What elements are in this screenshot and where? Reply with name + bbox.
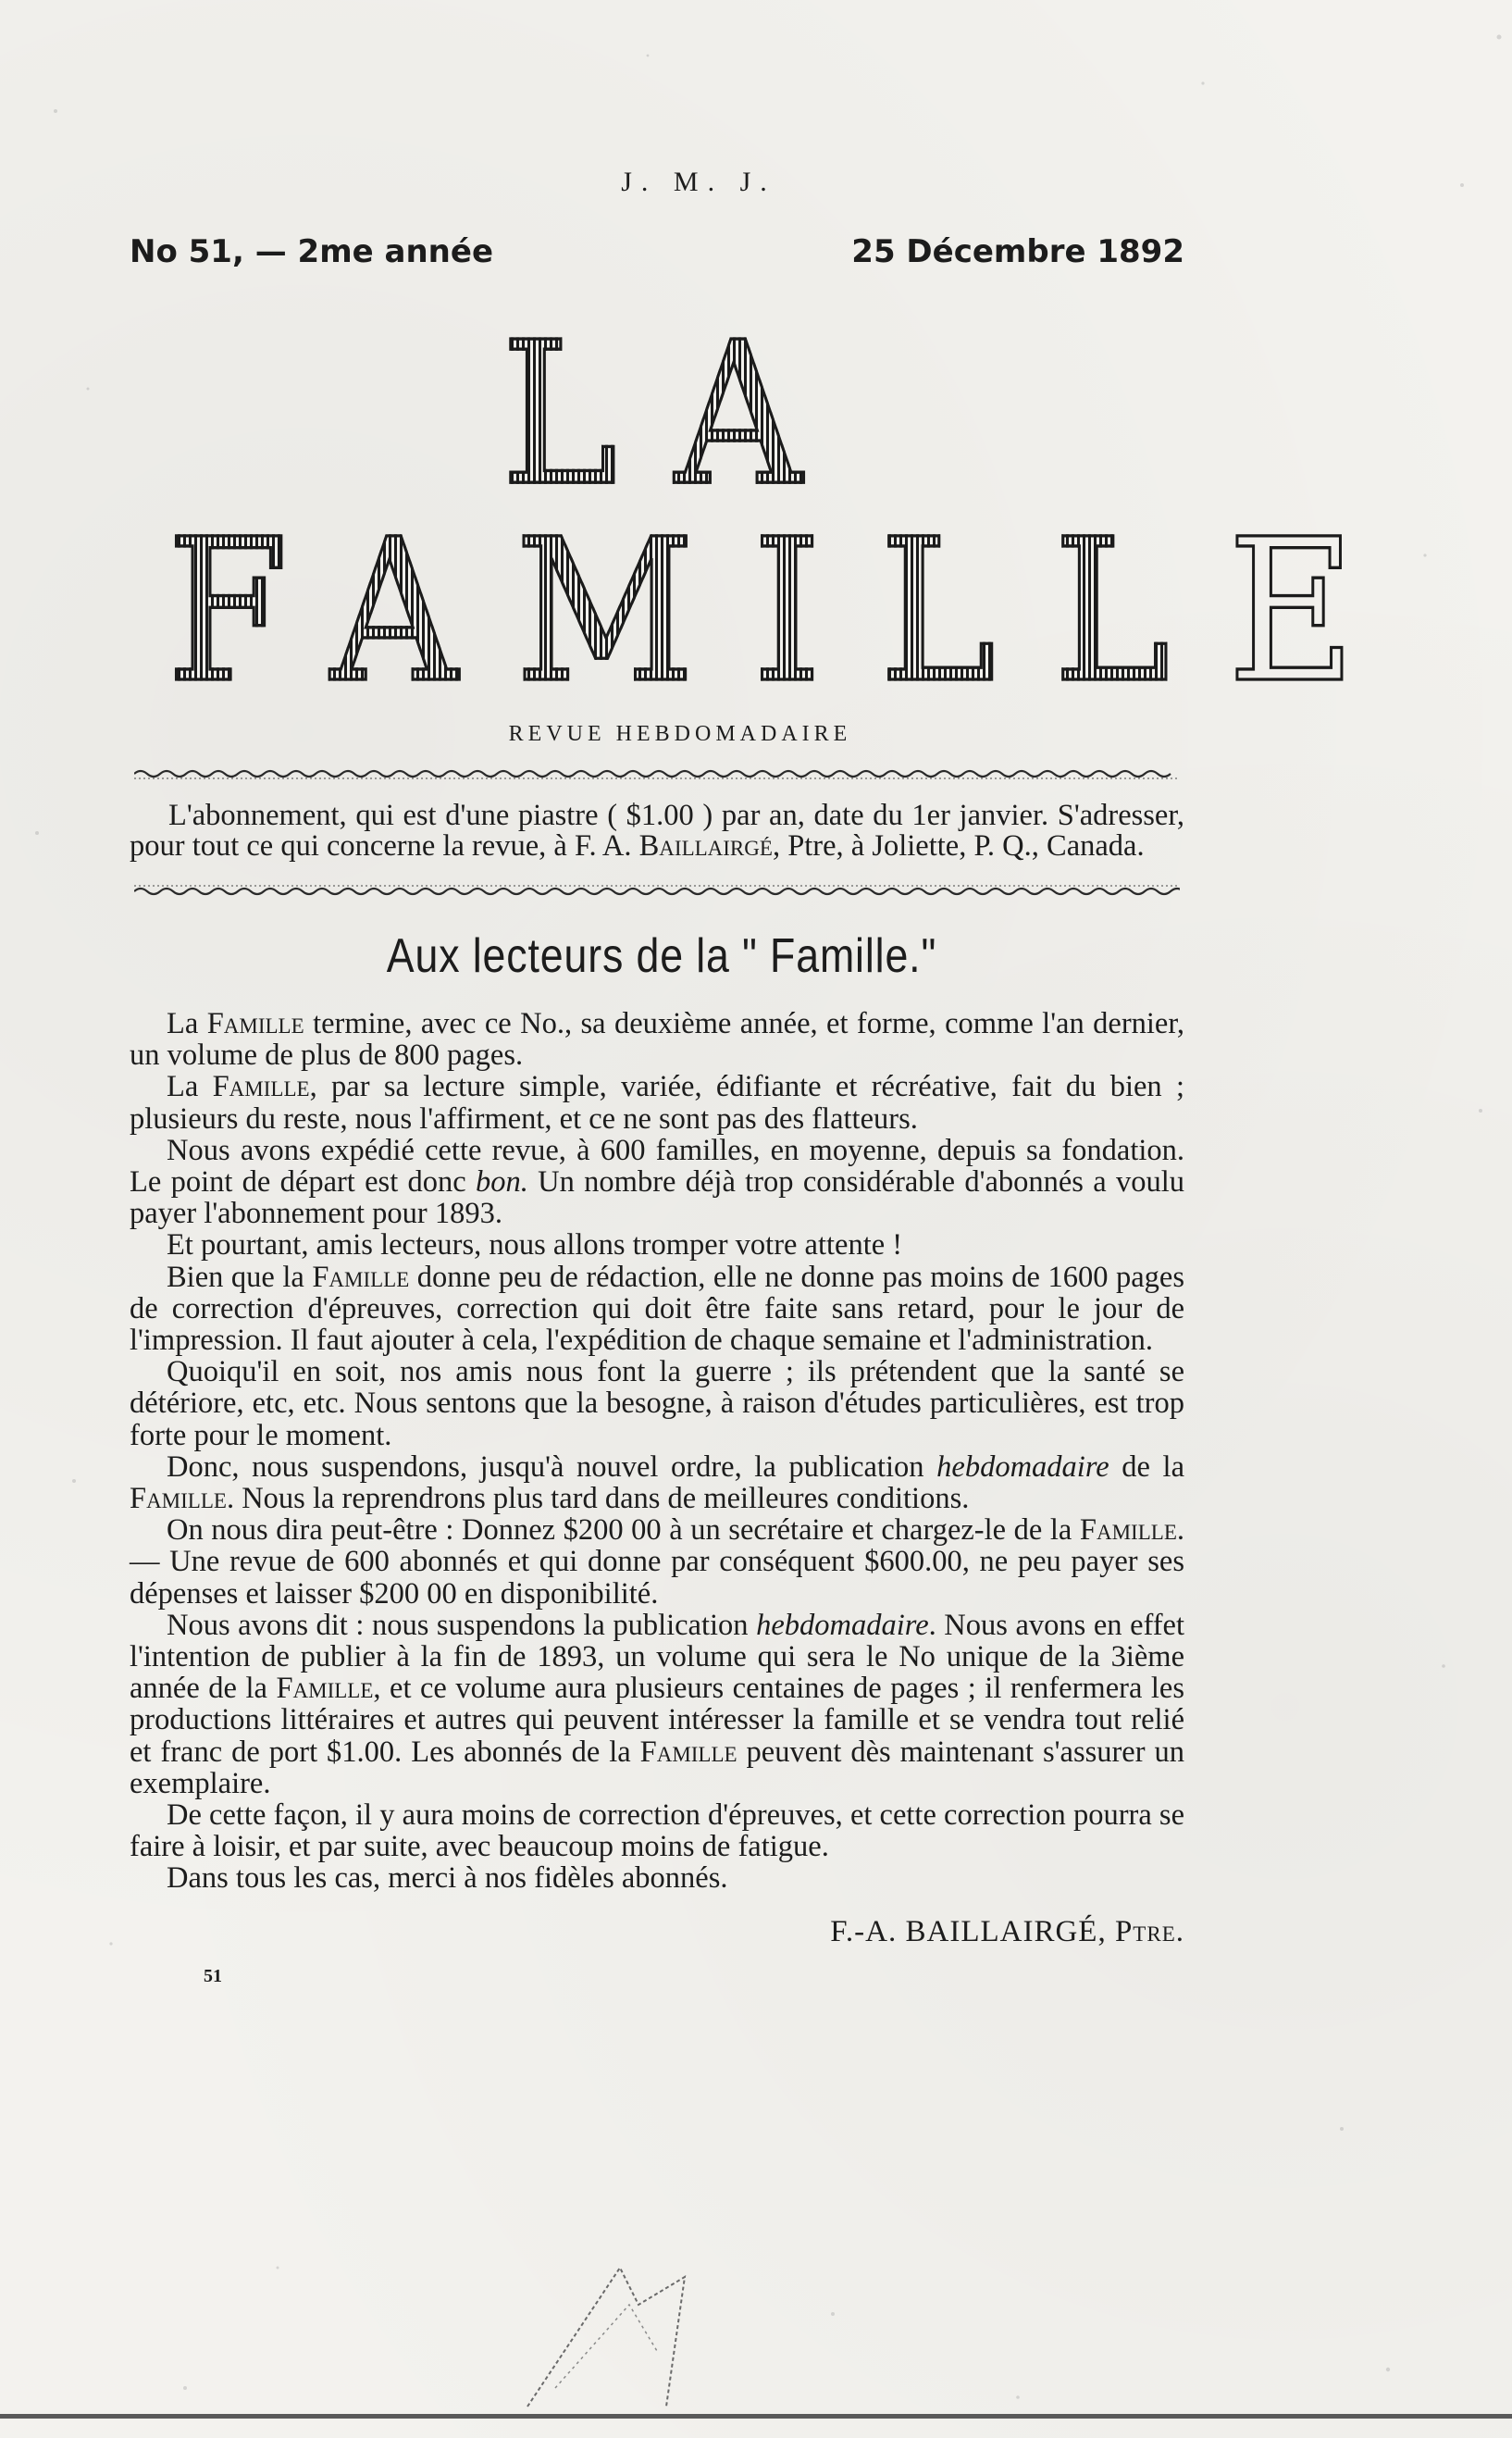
article-body: [130, 1008, 1184, 1895]
notice-text-start: L'abonnement, qui est d'une piastre ( $1.00 ) par an, date du 1er janvier. S'adresser, pour tout ce qui concerne la revue, à: [130, 799, 1184, 863]
wavy-divider-2: [134, 884, 1180, 897]
text-run: . — Une revue de 600 abonnés et qui donne par conséquent $600.00, ne peu payer ses dépenses et laisser $200 00 en disponibilité.: [130, 1513, 1184, 1611]
issue-line: [130, 233, 1184, 270]
text-run-italic: bon.: [476, 1165, 528, 1200]
issue-date: 25 Décembre 1892: [851, 233, 1184, 270]
text-run: Nous avons expédié cette revue, à 600 familles, en moyenne, depuis sa fondation. Le point de départ est donc: [130, 1133, 1184, 1200]
text-run-italic: hebdomadaire: [756, 1608, 929, 1642]
text-run: La: [167, 1070, 213, 1104]
text-run: La: [167, 1007, 207, 1040]
text-run-italic: hebdomadaire: [936, 1449, 1109, 1484]
text-run: , et ce volume aura plusieurs centaines de pages ; il renfermera les productions littéraires et autres qui peuvent intéresser la famille et se vendra tout relié et franc de port $1.00. Les abonnés de la: [130, 1672, 1184, 1769]
wavy-divider: [134, 767, 1180, 780]
paragraph-9: [130, 1610, 1184, 1799]
text-run: peuvent dès maintenant s'assurer un exemplaire.: [130, 1735, 1185, 1800]
folio-number: 51: [204, 1965, 222, 1986]
text-run-smallcaps: Famille: [212, 1070, 310, 1104]
signature-name: F.-A. BAILLAIRGÉ,: [830, 1914, 1107, 1948]
text-run: Nous avons dit : nous suspendons la publication: [167, 1608, 757, 1642]
paragraph-8: [130, 1514, 1184, 1610]
subscription-notice: [130, 801, 1184, 862]
text-run: de la: [1109, 1449, 1184, 1484]
page-content: [130, 167, 1414, 1987]
masthead-title: LA FAMILLE: [167, 300, 1414, 727]
signature-title: Ptre.: [1106, 1914, 1184, 1948]
paragraph-10: De cette façon, il y aura moins de correction d'épreuves, et cette correction pourra se faire à loisir, et par suite, avec beaucoup moins de fatigue.: [130, 1798, 1184, 1864]
masthead-subtitle: REVUE HEBDOMADAIRE: [508, 722, 852, 746]
paragraph-7: [130, 1451, 1184, 1514]
text-run-smallcaps: Famille: [639, 1735, 737, 1769]
text-run-smallcaps: Famille: [206, 1007, 304, 1040]
ink-mark: [518, 2249, 740, 2416]
text-run: Un nombre déjà trop considérable d'abonnés a voulu payer l'abonnement pour 1893.: [130, 1165, 1184, 1231]
issue-number: No 51, — 2me année: [130, 233, 494, 270]
motto: J. M. J.: [621, 167, 776, 197]
paragraph-3: [130, 1135, 1184, 1230]
notice-editor: F. A. Baillairgé: [574, 829, 773, 863]
text-run-smallcaps: Famille: [276, 1672, 374, 1706]
text-run: . Nous la reprendrons plus tard dans de meilleures conditions.: [226, 1482, 970, 1516]
text-run: Bien que la: [167, 1260, 313, 1294]
text-run: , par sa lecture simple, variée, édifiante et récréative, fait du bien ; plusieurs du reste, nous l'affirment, et ce ne sont pas des flatteurs.: [130, 1070, 1184, 1136]
paragraph-4: Et pourtant, amis lecteurs, nous allons tromper votre attente !: [167, 1228, 903, 1263]
paragraph-1: [130, 1008, 1184, 1071]
paragraph-11: Dans tous les cas, merci à nos fidèles abonnés.: [167, 1861, 728, 1896]
text-run: termine, avec ce No., sa deuxième année, et forme, comme l'an dernier, un volume de plus de 800 pages.: [130, 1007, 1184, 1073]
paragraph-5: [130, 1262, 1184, 1357]
signature: [130, 1915, 1194, 1949]
text-run: Donc, nous suspendons, jusqu'à nouvel ordre, la publication: [167, 1449, 937, 1484]
paragraph-2: [130, 1071, 1184, 1134]
bottom-edge-rule: [0, 2414, 1512, 2419]
article-title: Aux lecteurs de la " Famille.": [386, 929, 937, 983]
text-run-smallcaps: Famille: [1079, 1513, 1177, 1548]
paragraph-6: Quoiqu'il en soit, nos amis nous font la guerre ; ils prétendent que la santé se détériore, etc, etc. Nous sentons que la besogne, à raison d'études particulières, est trop forte pour le moment.: [130, 1355, 1184, 1452]
notice-text-end: , Ptre, à Joliette, P. Q., Canada.: [772, 829, 1145, 863]
text-run: . Nous avons en effet l'intention de publier à la fin de 1893, un volume qui sera le No unique de la 3ième année de la: [130, 1608, 1185, 1706]
text-run-smallcaps: Famille: [312, 1260, 410, 1294]
text-run-smallcaps: Famille: [130, 1482, 227, 1516]
text-run: On nous dira peut-être : Donnez $200 00 à un secrétaire et chargez-le de la: [167, 1513, 1080, 1548]
text-run: donne peu de rédaction, elle ne donne pas moins de 1600 pages de correction d'épreuves, correction qui doit être faite sans retard, pour le jour de l'impression. Il faut ajouter à cela, l'expédition de chaque semaine et l'administration.: [130, 1260, 1184, 1358]
